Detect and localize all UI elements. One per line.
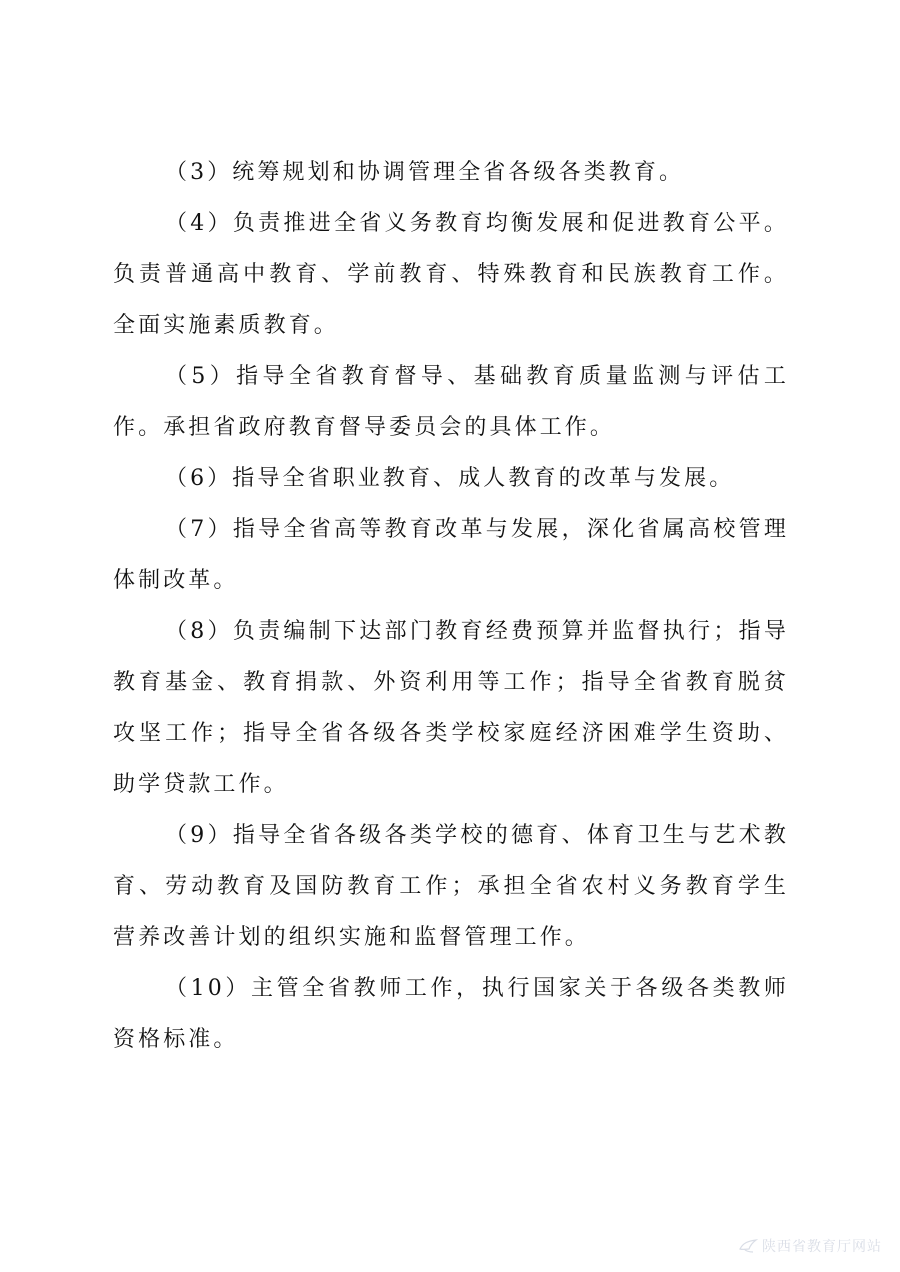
paragraph-item-8: （8）负责编制下达部门教育经费预算并监督执行；指导教育基金、教育捐款、外资利用等工作；指导全省教育脱贫攻坚工作；指导全省各级各类学校家庭经济困难学生资助、助学贷款工作。	[113, 619, 789, 797]
watermark-text: 陕西省教育厅网站	[762, 1239, 882, 1255]
site-watermark	[738, 1236, 882, 1256]
paragraph-item-9: （9）指导全省各级各类学校的德育、体育卫生与艺术教育、劳动教育及国防教育工作；承担全省农村义务教育学生营养改善计划的组织实施和监督管理工作。	[113, 823, 789, 950]
paragraph-item-10: （10）主管全省教师工作，执行国家关于各级各类教师资格标准。	[113, 976, 789, 1052]
paragraph-item-6: （6）指导全省职业教育、成人教育的改革与发展。	[165, 466, 735, 491]
dove-logo-icon	[738, 1237, 758, 1255]
document-body	[113, 147, 789, 1065]
paragraph-item-5: （5）指导全省教育督导、基础教育质量监测与评估工作。承担省政府教育督导委员会的具体工作。	[113, 364, 789, 440]
paragraph-item-7: （7）指导全省高等教育改革与发展，深化省属高校管理体制改革。	[113, 517, 789, 593]
paragraph-item-4: （4）负责推进全省义务教育均衡发展和促进教育公平。负责普通高中教育、学前教育、特殊教育和民族教育工作。全面实施素质教育。	[113, 211, 789, 338]
paragraph-item-3: （3）统筹规划和协调管理全省各级各类教育。	[165, 160, 685, 185]
